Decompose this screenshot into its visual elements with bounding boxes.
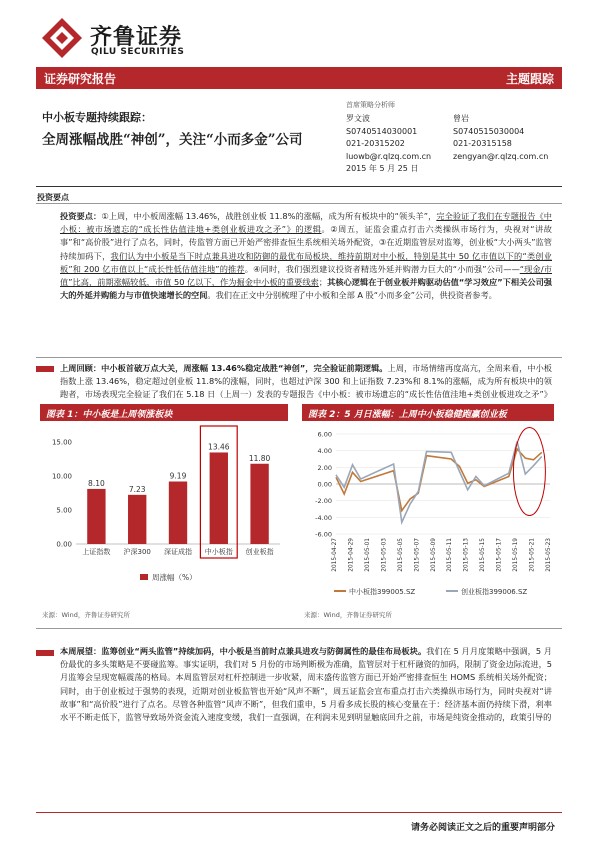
brand-logo — [40, 14, 240, 64]
outlook-lead: 本周展望：监筹创业“两头监管”持续加码，中小板是当前时点兼具进攻与防御属性的最佳布局板块。 — [60, 646, 427, 656]
y-tick-label: 10.00 — [51, 472, 72, 481]
y-tick-label: -6.00 — [315, 530, 332, 539]
y-tick-label: 6.00 — [317, 430, 332, 439]
summary-text: 我们认为中小板是当下时点兼具进攻和防御的最优布局板块，维持前期对中小板，特别是其中 50 亿市值以下的“类创业板”和 200 亿市值以上“成长性低估值洼地”的推荐 — [60, 250, 552, 274]
banner-category: 主题跟踪 — [505, 72, 554, 86]
x-tick-label: 深证成指 — [164, 548, 192, 556]
summary-label: 投资要点 — [37, 193, 69, 202]
analyst-2 — [453, 113, 548, 163]
legend-label: 创业板指399006.SZ — [461, 588, 528, 596]
outlook-paragraph — [60, 645, 552, 724]
report-subtitle: 中小板专题持续跟踪： — [42, 111, 152, 124]
report-title: 全周涨幅战胜“神创”，关注“小而多金”公司 — [42, 132, 303, 148]
legend-label: 周涨幅（%） — [152, 573, 197, 582]
summary-text: 。④同时，我们强烈建议投资者精选外延并购潜力巨大的“小而强”公司—— — [244, 263, 520, 274]
figure-2-heading: 图表 2：5 月日涨幅：上周中小板稳健跑赢创业板 — [302, 404, 554, 421]
x-tick-label: 沪深300 — [123, 548, 151, 556]
review-text: 上周，市场情绪再度高亢，全周来看，中小板指数上涨 13.46%，稳定超过创业板 11.8%的涨幅，同时，也超过沪深 300 和上证指数 7.23%和 8.1%的涨幅，成为所有板块中的领跑者，市场表现完全验证了我们在 5.18 日（上周一）发表的专题报告《中小板：被市场遗忘的“成长性估值洼地+类创业板进攻之矛”》 — [60, 363, 552, 400]
divider — [36, 357, 562, 358]
brand-logo-icon — [40, 16, 84, 60]
data-label: 9.19 — [169, 471, 187, 481]
brand-name-en: QILU SECURITIES — [91, 47, 185, 57]
y-tick-label: 4.00 — [317, 447, 332, 456]
divider — [36, 628, 562, 629]
brand-name-cn: 齐鲁证券 — [90, 25, 183, 50]
analyst-heading: 首席策略分析师 — [346, 101, 395, 109]
summary-text: 完全验证了我们在专题报告《中小板：被市场遗忘的“成长性估值洼地+类创业板进攻之矛”》的逻辑 — [60, 211, 552, 235]
x-tick-label: 2015-05-05 — [397, 538, 404, 572]
x-tick-label: 2015-05-11 — [447, 538, 454, 572]
summary-text: 。②周五，证监会重点打击六类操纵市场行为，央视对“讲故事”和“高价股”进行了点名，同时，传监管方面已开始严密排查恒生系统相关场外配资，③在近期监管层对监筹，创业板“大小两头”监管持续加码下， — [60, 224, 552, 261]
figure-1-heading: 图表 1：中小板是上周领涨板块 — [40, 404, 288, 421]
analyst-email[interactable]: zengyan@r.qlzq.com.cn — [453, 151, 549, 161]
header-banner — [36, 67, 562, 89]
x-tick-label: 2015-05-21 — [529, 538, 536, 572]
x-tick-label: 2015-05-13 — [463, 538, 470, 572]
bar — [250, 464, 268, 544]
y-tick-label: -2.00 — [315, 497, 332, 506]
x-tick-label: 2015-05-01 — [364, 538, 371, 572]
series-line — [336, 449, 542, 511]
summary-lead: 投资要点： — [60, 211, 102, 221]
summary-text: 其核心逻辑在于创业板并购驱动估值“学习效应”下相关公司强大的外延并购能力与市值快速增长的空间 — [60, 277, 552, 301]
summary-text: “现金/市值”比高，前期涨幅较低，市值 50 亿以下，作为掘金中小板的重要线索 — [60, 263, 552, 288]
bar — [210, 452, 228, 544]
legend-label: 中小板指399005.SZ — [349, 588, 416, 596]
report-date: 2015 年 5 月 25 日 — [346, 164, 419, 173]
analyst-1 — [346, 113, 431, 176]
section-marker — [36, 650, 54, 656]
banner-report-type: 证券研究报告 — [44, 72, 117, 86]
analyst-cert: S0740514030001 — [346, 126, 418, 136]
line-chart — [302, 424, 556, 607]
x-tick-label: 创业板指 — [245, 548, 274, 556]
x-tick-label: 2015-04-27 — [332, 538, 338, 572]
highlight-ellipse — [513, 428, 545, 516]
divider — [36, 186, 562, 187]
series-line — [336, 442, 542, 523]
outlook-text: 我们在 5 月月度策略中强调，5 月份最优的多头策略是不要碰监筹。事实证明，我们对 5 月份的市场判断极为准确，监管层对于杠杆融资的加码，限制了资金边际流进，5 月监筹会呈现宽幅震荡的格局。本周监管层对杠杆控制进一步收紧，周末盛传监管方面已开始严密排查恒生 HOMS 系统相关场外配资；同时，由于创业板过于强势的表现，近期对创业板监管也开始“风声不断”，周五证监会宣布重点打击六类操纵市场行为，同时央视对“讲故事”和“高价股”进行了点名。尽管各种监管“风声不断”，但我们重申，5 月看多成长股的核心变量在于：经济基本面仍持续下滑，利率水平不断走低下，监管导致场外资金流入速度变缓，我们一直强调，在利润未见到明显触底回升之前，市场是纯资金推动的，政策引导的 — [60, 646, 552, 723]
legend-swatch — [140, 574, 148, 580]
analyst-name: 曾岩 — [453, 114, 469, 123]
figure-1-source: 来源：Wind，齐鲁证券研究所 — [42, 611, 130, 619]
data-label: 11.80 — [248, 453, 271, 463]
footer-divider — [36, 812, 562, 813]
x-tick-label: 2015-05-23 — [546, 538, 552, 572]
section-marker — [36, 366, 54, 372]
review-lead: 上周回顾：中小板首破万点大关，周涨幅 13.46%稳定战胜“神创”，完全验证前期逻辑。 — [60, 363, 388, 373]
bar — [128, 495, 146, 544]
x-tick-label: 中小板指 — [204, 548, 233, 556]
footer-disclaimer: 请务必阅读正文之后的重要声明部分 — [410, 823, 555, 833]
x-tick-label: 2015-05-17 — [496, 538, 503, 572]
analyst-cert: S0740515030004 — [453, 126, 525, 136]
x-tick-label: 2015-05-15 — [480, 538, 487, 572]
y-tick-label: 0.00 — [317, 480, 332, 489]
y-tick-label: 0.00 — [56, 540, 72, 549]
x-tick-label: 2015-05-07 — [414, 538, 421, 572]
x-tick-label: 2015-05-03 — [381, 538, 388, 572]
y-tick-label: 15.00 — [51, 438, 72, 447]
data-label: 13.46 — [208, 442, 230, 452]
summary-text: ； — [318, 277, 328, 288]
bar — [87, 489, 105, 544]
bar — [169, 482, 187, 544]
analyst-email[interactable]: luowb@r.qlzq.com.cn — [346, 151, 432, 161]
x-tick-label: 2015-05-09 — [430, 538, 437, 572]
x-tick-label: 2015-04-29 — [348, 538, 355, 572]
analyst-phone: 021-20315158 — [453, 139, 512, 148]
bar-chart — [40, 424, 290, 607]
figure-2-source: 来源：Wind，齐鲁证券研究所 — [304, 611, 392, 619]
data-label: 8.10 — [88, 478, 105, 488]
summary-text: ①上周，中小板周涨幅 13.46%，战胜创业板 11.8%的涨幅，成为所有板块中的“领头羊”， — [101, 211, 437, 221]
y-tick-label: -4.00 — [315, 513, 332, 522]
x-tick-label: 2015-05-19 — [513, 538, 520, 572]
x-tick-label: 上证指数 — [82, 548, 111, 556]
analyst-name: 罗文波 — [346, 114, 370, 123]
y-tick-label: 2.00 — [317, 463, 332, 472]
summary-text: 。我们在正文中分别梳理了中小板和全部 A 股“小而多金”公司，供投资者参考。 — [207, 290, 497, 301]
summary-paragraph — [60, 210, 552, 302]
analyst-phone: 021-20315202 — [346, 139, 405, 148]
y-tick-label: 5.00 — [56, 506, 72, 515]
divider — [36, 203, 562, 204]
data-label: 7.23 — [128, 484, 146, 494]
